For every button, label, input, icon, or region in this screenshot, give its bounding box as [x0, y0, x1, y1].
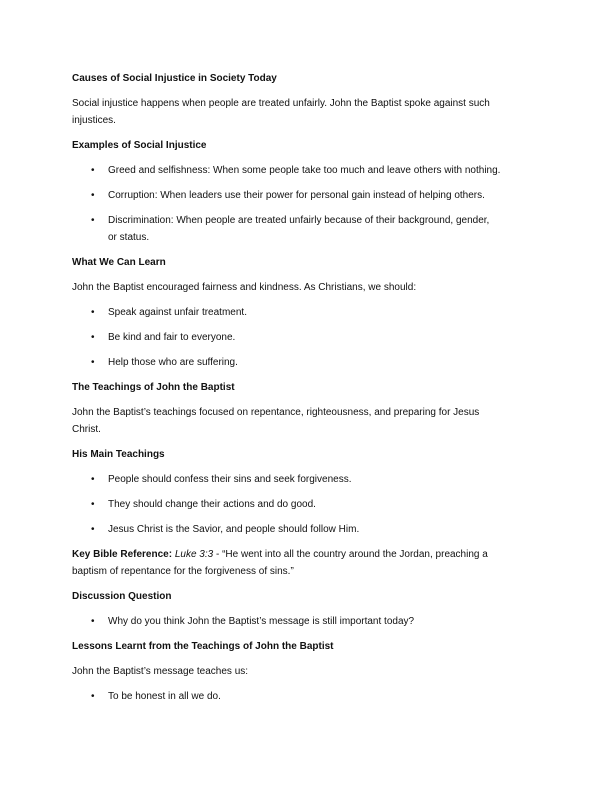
- text-line: Christ.: [72, 424, 101, 435]
- text-line: To be honest in all we do.: [108, 691, 221, 702]
- heading-lessons: Lessons Learnt from the Teachings of John the Baptist: [72, 641, 334, 652]
- reference-citation: Luke 3:3: [174, 549, 214, 560]
- text-line: Help those who are suffering.: [108, 357, 238, 368]
- text-line: injustices.: [72, 115, 116, 126]
- bullet-icon: •: [91, 307, 95, 318]
- text-line: People should confess their sins and seek forgiveness.: [108, 474, 352, 485]
- list-item: [72, 212, 542, 246]
- paragraph-causes: [72, 95, 542, 129]
- bullet-icon: •: [91, 691, 95, 702]
- text-line: Corruption: When leaders use their power for personal gain instead of helping others.: [108, 190, 485, 201]
- list-item: [72, 688, 542, 705]
- list-item: [72, 187, 542, 204]
- list-item: [72, 354, 542, 371]
- bullet-icon: •: [91, 215, 95, 226]
- list-item: [72, 496, 542, 513]
- bullet-icon: •: [91, 616, 95, 627]
- text-line: Why do you think John the Baptist’s message is still important today?: [108, 616, 415, 627]
- bullet-icon: •: [91, 357, 95, 368]
- list-item: [72, 162, 542, 179]
- text-line: John the Baptist’s teachings focused on repentance, righteousness, and preparing for Jesus: [72, 407, 480, 418]
- list-item: [72, 304, 542, 321]
- heading-main-teachings: His Main Teachings: [72, 449, 165, 460]
- heading-discussion: Discussion Question: [72, 591, 172, 602]
- text-line: They should change their actions and do good.: [108, 499, 316, 510]
- reference-label: Key Bible Reference:: [72, 549, 173, 560]
- heading-examples: Examples of Social Injustice: [72, 140, 207, 151]
- bullet-icon: •: [91, 332, 95, 343]
- text-line: Discrimination: When people are treated unfairly because of their background, gender,: [108, 215, 490, 226]
- paragraph-learn: John the Baptist encouraged fairness and kindness. As Christians, we should:: [72, 282, 417, 293]
- text-line: Speak against unfair treatment.: [108, 307, 247, 318]
- text-line: Jesus Christ is the Savior, and people should follow Him.: [108, 524, 360, 535]
- bullet-icon: •: [91, 524, 95, 535]
- paragraph-teachings: [72, 404, 542, 438]
- paragraph-lessons: John the Baptist’s message teaches us:: [72, 666, 249, 677]
- list-item: [72, 329, 542, 346]
- bullet-icon: •: [91, 499, 95, 510]
- document-page: [72, 70, 542, 713]
- bullet-icon: •: [91, 165, 95, 176]
- text-line: Social injustice happens when people are treated unfairly. John the Baptist spoke against such: [72, 98, 490, 109]
- text-line: Be kind and fair to everyone.: [108, 332, 236, 343]
- bible-reference: [72, 546, 542, 580]
- bullet-icon: •: [91, 190, 95, 201]
- text-line: Greed and selfishness: When some people take too much and leave others with nothing.: [108, 165, 501, 176]
- reference-quote: - “He went into all the country around the Jordan, preaching a: [213, 549, 488, 560]
- text-line: baptism of repentance for the forgiveness of sins.”: [72, 566, 294, 577]
- list-item: [72, 613, 542, 630]
- bullet-icon: •: [91, 474, 95, 485]
- text-line: [72, 546, 542, 563]
- heading-learn: What We Can Learn: [72, 257, 166, 268]
- text-line: or status.: [108, 232, 150, 243]
- list-item: [72, 521, 542, 538]
- list-item: [72, 471, 542, 488]
- heading-teachings: The Teachings of John the Baptist: [72, 382, 235, 393]
- heading-causes: Causes of Social Injustice in Society Today: [72, 73, 277, 84]
